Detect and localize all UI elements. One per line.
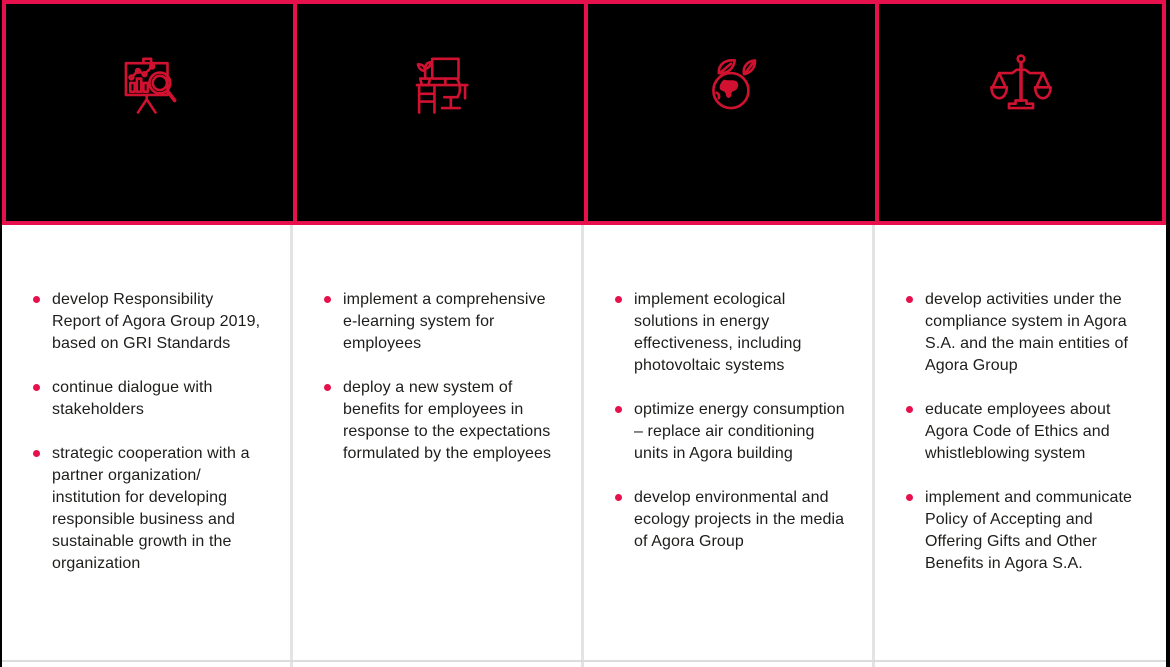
- goal-item: optimize energy consumption – replace air conditioning units in Agora building: [615, 399, 848, 465]
- goal-item: educate employees about Agora Code of Ethics and whistleblowing system: [906, 399, 1142, 465]
- goal-item: implement and communicate Policy of Accepting and Offering Gifts and Other Benefits in Agora S.A.: [906, 487, 1142, 575]
- column-header-tile: [2, 0, 293, 225]
- column-body: [293, 225, 584, 667]
- column-body: [584, 225, 875, 667]
- column-ethics-compliance: [875, 0, 1166, 667]
- goal-item: implement a comprehensive e-learning system for employees: [324, 289, 557, 355]
- goal-item: develop Responsibility Report of Agora Group 2019, based on GRI Standards: [33, 289, 266, 355]
- goal-list: [906, 289, 1142, 575]
- goal-list: [33, 289, 266, 575]
- goal-item: strategic cooperation with a partner organization/ institution for developing responsible business and sustainable growth in the organization: [33, 443, 266, 575]
- goal-list: [615, 289, 848, 553]
- column-body: [2, 225, 293, 667]
- column-header-tile: [584, 0, 875, 225]
- eco-globe-icon: [697, 75, 767, 150]
- goal-item: continue dialogue with stakeholders: [33, 377, 266, 421]
- column-body: [875, 225, 1166, 667]
- column-header-tile: [293, 0, 584, 225]
- presentation-analysis-icon: [115, 75, 185, 150]
- column-header-tile: [875, 0, 1166, 225]
- column-employees: [293, 0, 584, 667]
- goal-list: [324, 289, 557, 465]
- column-responsibility-reporting: [2, 0, 293, 667]
- columns-row: [2, 0, 1166, 667]
- goal-item: develop environmental and ecology projects in the media of Agora Group: [615, 487, 848, 553]
- workstation-desk-icon: [406, 75, 476, 150]
- column-environment: [584, 0, 875, 667]
- infographic-board: [2, 0, 1166, 667]
- justice-scales-icon: [986, 75, 1056, 150]
- goal-item: deploy a new system of benefits for employees in response to the expectations formulated by the employees: [324, 377, 557, 465]
- goal-item: develop activities under the compliance system in Agora S.A. and the main entities of Agora Group: [906, 289, 1142, 377]
- goal-item: implement ecological solutions in energy effectiveness, including photovoltaic systems: [615, 289, 848, 377]
